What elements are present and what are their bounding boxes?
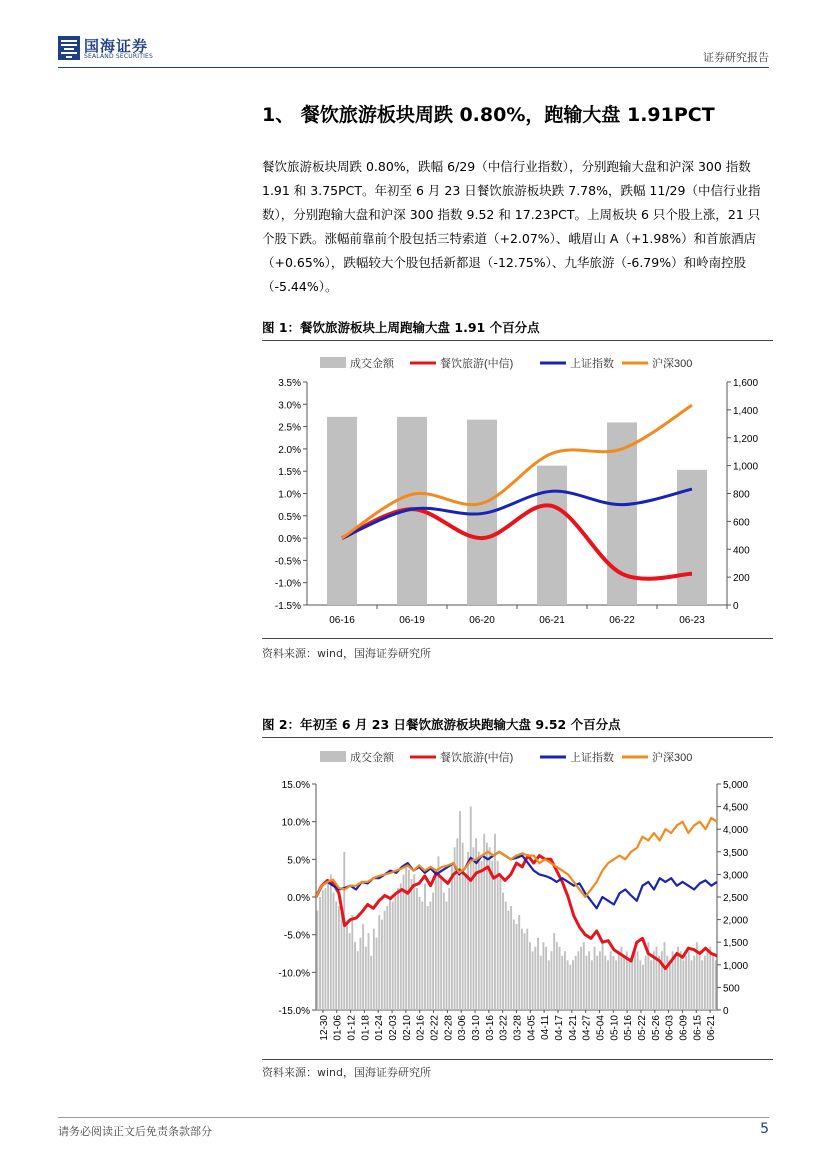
- bar-turnover: [394, 892, 396, 1010]
- x-tick-label: 01-12: [346, 1015, 358, 1041]
- x-tick-label: 05-16: [623, 1015, 635, 1041]
- bar-turnover: [405, 865, 407, 1010]
- bar-turnover: [324, 888, 326, 1010]
- left-tick-label: 1.0%: [278, 489, 301, 501]
- left-tick-label: -1.5%: [274, 601, 301, 612]
- bar-turnover: [346, 924, 348, 1010]
- bar-turnover: [707, 951, 709, 1010]
- bar-turnover: [327, 417, 357, 605]
- x-tick-label: 12-30: [318, 1015, 330, 1041]
- bar-turnover: [631, 956, 633, 1010]
- logo-chinese-name: 国海证券: [84, 37, 149, 55]
- bar-turnover: [537, 466, 567, 605]
- bar-turnover: [524, 933, 526, 1010]
- right-tick-label: 1,200: [733, 433, 759, 445]
- sealand-logo-icon: [58, 36, 80, 60]
- logo-english-name: SEALAND SECURITIES: [84, 53, 154, 60]
- bar-turnover: [507, 911, 509, 1010]
- bar-turnover: [685, 956, 687, 1010]
- bar-turnover: [690, 960, 692, 1010]
- series-line-1: [316, 852, 717, 909]
- bar-turnover: [699, 951, 701, 1010]
- right-tick-label: 4,000: [723, 825, 749, 837]
- bar-turnover: [693, 956, 695, 1010]
- bar-turnover: [599, 951, 601, 1010]
- bar-turnover: [384, 911, 386, 1010]
- legend-label: 餐饮旅游(中信): [440, 358, 514, 370]
- bar-turnover: [351, 915, 353, 1010]
- bar-turnover: [400, 883, 402, 1010]
- bar-turnover: [462, 843, 464, 1010]
- section-title: 1、 餐饮旅游板块周跌 0.80%，跑输大盘 1.91PCT: [262, 104, 715, 126]
- bar-turnover: [529, 942, 531, 1010]
- x-tick-label: 06-16: [329, 615, 355, 626]
- legend-label: 成交金额: [350, 752, 394, 764]
- bar-turnover: [419, 897, 421, 1010]
- x-tick-label: 06-21: [706, 1015, 718, 1041]
- x-tick-label: 06-20: [469, 615, 495, 626]
- right-tick-label: 200: [733, 573, 750, 585]
- left-tick-label: 0.0%: [278, 534, 301, 546]
- x-tick-label: 06-03: [664, 1015, 676, 1041]
- bar-turnover: [583, 942, 585, 1010]
- figure-2-chart: [262, 742, 773, 1060]
- series-line-1: [342, 489, 692, 538]
- bar-turnover: [602, 942, 604, 1010]
- bar-turnover: [494, 834, 496, 1010]
- legend-label: 上证指数: [570, 358, 614, 370]
- page-number: 5: [760, 1121, 769, 1137]
- right-tick-label: 1,500: [723, 938, 749, 950]
- x-tick-label: 03-06: [457, 1015, 469, 1041]
- bar-turnover: [688, 951, 690, 1010]
- bar-turnover: [564, 951, 566, 1010]
- legend-label: 沪深300: [652, 752, 693, 764]
- bar-turnover: [357, 951, 359, 1010]
- bar-turnover: [456, 838, 458, 1010]
- bar-turnover: [373, 929, 375, 1010]
- x-tick-label: 04-27: [581, 1015, 593, 1041]
- header-divider: [58, 67, 769, 68]
- x-tick-label: 01-24: [374, 1015, 386, 1041]
- x-tick-label: 05-04: [595, 1015, 607, 1041]
- bar-turnover: [389, 897, 391, 1010]
- bar-turnover: [540, 956, 542, 1010]
- bar-turnover: [534, 947, 536, 1010]
- x-tick-label: 05-26: [650, 1015, 662, 1041]
- figure-2-source: 资料来源：wind，国海证券研究所: [262, 1066, 432, 1079]
- footer-divider: [58, 1117, 769, 1118]
- bar-turnover: [513, 920, 515, 1010]
- x-tick-label: 05-10: [609, 1015, 621, 1041]
- bar-turnover: [569, 965, 571, 1010]
- left-tick-label: 1.5%: [278, 467, 301, 479]
- bar-turnover: [556, 942, 558, 1010]
- bar-turnover: [680, 951, 682, 1010]
- left-tick-label: 2.5%: [278, 422, 301, 434]
- bar-turnover: [551, 951, 553, 1010]
- left-tick-label: -10.0%: [278, 968, 310, 980]
- bar-turnover: [669, 960, 671, 1010]
- legend-label: 成交金额: [350, 358, 394, 370]
- report-type-label: 证券研究报告: [703, 51, 769, 64]
- x-tick-label: 06-15: [692, 1015, 704, 1041]
- bar-turnover: [637, 951, 639, 1010]
- left-tick-label: 3.5%: [278, 378, 301, 389]
- x-tick-label: 06-22: [609, 615, 635, 626]
- right-tick-label: 2,500: [723, 893, 749, 904]
- bar-turnover: [577, 951, 579, 1010]
- bar-turnover: [368, 933, 370, 1010]
- bar-turnover: [470, 807, 472, 1010]
- right-tick-label: 3,500: [723, 847, 749, 859]
- bar-turnover: [709, 947, 711, 1010]
- x-tick-label: 04-21: [567, 1015, 579, 1041]
- legend-swatch-bars: [320, 357, 346, 368]
- figure-1-chart: [262, 345, 773, 635]
- footer-disclaimer: 请务必阅读正文后免责条款部分: [58, 1125, 212, 1138]
- bar-turnover: [559, 947, 561, 1010]
- right-tick-label: 500: [723, 983, 740, 995]
- left-tick-label: 0.5%: [278, 511, 301, 523]
- bar-turnover: [411, 879, 413, 1010]
- bar-turnover: [629, 960, 631, 1010]
- bar-turnover: [542, 942, 544, 1010]
- bar-turnover: [421, 902, 423, 1010]
- bar-turnover: [446, 902, 448, 1010]
- x-tick-label: 06-21: [539, 615, 565, 626]
- bar-turnover: [359, 938, 361, 1010]
- figure-1-bottom-rule: [262, 638, 773, 639]
- bar-turnover: [370, 956, 372, 1010]
- left-tick-label: 10.0%: [281, 817, 310, 829]
- bar-turnover: [376, 938, 378, 1010]
- bar-turnover: [349, 933, 351, 1010]
- right-tick-label: 5,000: [723, 780, 749, 791]
- bar-turnover: [502, 892, 504, 1010]
- x-tick-label: 04-11: [540, 1015, 552, 1040]
- bar-turnover: [459, 811, 461, 1010]
- bar-turnover: [478, 852, 480, 1010]
- bar-turnover: [481, 861, 483, 1010]
- bar-turnover: [483, 834, 485, 1010]
- bar-turnover: [548, 960, 550, 1010]
- bar-turnover: [701, 960, 703, 1010]
- x-tick-label: 06-19: [399, 615, 425, 626]
- bar-turnover: [330, 874, 332, 1010]
- figure-2-title: 图 2：年初至 6 月 23 日餐饮旅游板块跑输大盘 9.52 个百分点: [262, 717, 621, 732]
- x-tick-label: 03-10: [471, 1015, 483, 1041]
- bar-turnover: [464, 874, 466, 1010]
- bar-turnover: [362, 924, 364, 1010]
- bar-turnover: [427, 906, 429, 1010]
- bar-turnover: [343, 852, 345, 1010]
- bar-turnover: [572, 960, 574, 1010]
- bar-turnover: [604, 956, 606, 1010]
- figure-2-bottom-rule: [262, 1059, 773, 1060]
- bar-turnover: [656, 947, 658, 1010]
- bar-turnover: [319, 897, 321, 1010]
- series-line-0: [342, 505, 692, 578]
- x-tick-label: 03-16: [484, 1015, 496, 1041]
- x-tick-label: 04-17: [553, 1015, 565, 1041]
- bar-turnover: [623, 956, 625, 1010]
- bar-turnover: [607, 960, 609, 1010]
- bar-turnover: [532, 951, 534, 1010]
- bar-turnover: [591, 960, 593, 1010]
- x-tick-label: 02-28: [443, 1015, 455, 1041]
- bar-turnover: [435, 874, 437, 1010]
- bar-turnover: [516, 924, 518, 1010]
- bar-turnover: [518, 915, 520, 1010]
- bar-turnover: [438, 856, 440, 1010]
- figure-1-top-rule: [262, 340, 773, 341]
- bar-turnover: [661, 951, 663, 1010]
- bar-turnover: [682, 960, 684, 1010]
- bar-turnover: [586, 956, 588, 1010]
- left-tick-label: -5.0%: [283, 930, 310, 942]
- x-tick-label: 03-22: [498, 1015, 510, 1041]
- left-tick-label: -1.0%: [274, 578, 301, 590]
- x-tick-label: 06-23: [679, 615, 705, 626]
- bar-turnover: [322, 890, 324, 1010]
- bar-turnover: [712, 956, 714, 1010]
- bar-turnover: [341, 911, 343, 1010]
- bar-turnover: [615, 960, 617, 1010]
- bar-turnover: [432, 892, 434, 1010]
- bar-turnover: [451, 865, 453, 1010]
- legend-label: 沪深300: [652, 358, 693, 370]
- x-tick-label: 04-05: [526, 1015, 538, 1041]
- bar-turnover: [618, 951, 620, 1010]
- bar-turnover: [448, 888, 450, 1010]
- bar-turnover: [491, 861, 493, 1010]
- bar-turnover: [610, 951, 612, 1010]
- bar-turnover: [403, 874, 405, 1010]
- x-tick-label: 01-06: [332, 1015, 344, 1041]
- bar-turnover: [537, 938, 539, 1010]
- bar-turnover: [440, 879, 442, 1010]
- bar-turnover: [333, 892, 335, 1010]
- bar-turnover: [575, 956, 577, 1010]
- legend-label: 餐饮旅游(中信): [440, 752, 514, 764]
- bar-turnover: [645, 956, 647, 1010]
- x-tick-label: 01-18: [360, 1015, 372, 1041]
- bar-turnover: [443, 892, 445, 1010]
- figure-2-top-rule: [262, 737, 773, 738]
- bar-turnover: [634, 947, 636, 1010]
- x-tick-label: 03-28: [512, 1015, 524, 1041]
- bar-turnover: [553, 933, 555, 1010]
- bar-turnover: [639, 960, 641, 1010]
- bar-turnover: [392, 902, 394, 1010]
- figure-1-title: 图 1：餐饮旅游板块上周跑输大盘 1.91 个百分点: [262, 320, 540, 335]
- bar-turnover: [381, 920, 383, 1010]
- right-tick-label: 0: [723, 1006, 729, 1017]
- right-tick-label: 1,400: [733, 405, 759, 417]
- legend-swatch-bars: [320, 751, 346, 762]
- bar-turnover: [354, 942, 356, 1010]
- bar-turnover: [505, 902, 507, 1010]
- bar-turnover: [510, 906, 512, 1010]
- right-tick-label: 0: [733, 601, 739, 612]
- bar-turnover: [424, 883, 426, 1010]
- bar-turnover: [397, 888, 399, 1010]
- bar-turnover: [416, 888, 418, 1010]
- left-tick-label: -15.0%: [278, 1006, 310, 1017]
- left-tick-label: 15.0%: [281, 780, 310, 791]
- right-tick-label: 600: [733, 517, 750, 529]
- bar-turnover: [704, 956, 706, 1010]
- x-tick-label: 02-16: [415, 1015, 427, 1041]
- bar-turnover: [526, 929, 528, 1010]
- bar-turnover: [472, 847, 474, 1010]
- left-tick-label: 3.0%: [278, 400, 301, 412]
- right-tick-label: 1,600: [733, 378, 759, 389]
- bar-turnover: [664, 942, 666, 1010]
- bar-turnover: [338, 906, 340, 1010]
- bar-turnover: [715, 960, 717, 1010]
- bar-turnover: [653, 951, 655, 1010]
- x-tick-label: 02-10: [401, 1015, 413, 1041]
- bar-turnover: [386, 906, 388, 1010]
- brand-logo: [58, 34, 158, 64]
- bar-turnover: [335, 902, 337, 1010]
- bar-turnover: [567, 960, 569, 1010]
- bar-turnover: [642, 965, 644, 1010]
- bar-turnover: [497, 861, 499, 1010]
- x-tick-label: 02-22: [429, 1015, 441, 1041]
- bar-turnover: [612, 956, 614, 1010]
- right-tick-label: 4,500: [723, 802, 749, 814]
- bar-turnover: [580, 947, 582, 1010]
- figure-1-source: 资料来源：wind，国海证券研究所: [262, 647, 432, 660]
- right-tick-label: 400: [733, 545, 750, 557]
- left-tick-label: 5.0%: [287, 855, 310, 867]
- bar-turnover: [658, 956, 660, 1010]
- right-tick-label: 2,000: [723, 915, 749, 927]
- left-tick-label: -0.5%: [274, 556, 301, 568]
- right-tick-label: 3,000: [723, 870, 749, 882]
- x-tick-label: 06-09: [678, 1015, 690, 1041]
- x-tick-label: 02-03: [388, 1015, 400, 1041]
- left-tick-label: 0.0%: [287, 893, 310, 904]
- left-tick-label: 2.0%: [278, 444, 301, 456]
- bar-turnover: [521, 929, 523, 1010]
- bar-turnover: [674, 956, 676, 1010]
- bar-turnover: [413, 874, 415, 1010]
- bar-turnover: [594, 947, 596, 1010]
- right-tick-label: 1,000: [733, 461, 759, 473]
- x-tick-label: 05-22: [636, 1015, 648, 1041]
- section-paragraph: 餐饮旅游板块周跌 0.80%，跌幅 6/29（中信行业指数），分别跑输大盘和沪深 300 指数 1.91 和 3.75PCT。年初至 6 月 23 日餐饮旅游板块跌 7.78%，跌幅 11/29（中信行业指数），分别跑输大盘和沪深 300 指数 9.52 和 17.23PCT。上周板块 6 只个股上涨，21 只个股下跌。涨幅前靠前个股包括三特索道（+2.07%）、峨眉山 A（+1.98%）和首旅酒店（+0.65%），跌幅较大个股包括新都退（-12.75%）、九华旅游（-6.79%）和岭南控股（-5.44%）。: [262, 159, 761, 294]
- right-tick-label: 1,000: [723, 960, 749, 972]
- bar-turnover: [365, 947, 367, 1010]
- bar-turnover: [596, 956, 598, 1010]
- legend-label: 上证指数: [570, 752, 614, 764]
- bar-turnover: [316, 911, 318, 1010]
- right-tick-label: 800: [733, 489, 750, 501]
- bar-turnover: [650, 960, 652, 1010]
- bar-turnover: [378, 915, 380, 1010]
- bar-turnover: [588, 951, 590, 1010]
- bar-turnover: [561, 956, 563, 1010]
- bar-turnover: [429, 902, 431, 1010]
- bar-turnover: [545, 947, 547, 1010]
- bar-turnover: [499, 874, 501, 1010]
- bar-turnover: [327, 883, 329, 1010]
